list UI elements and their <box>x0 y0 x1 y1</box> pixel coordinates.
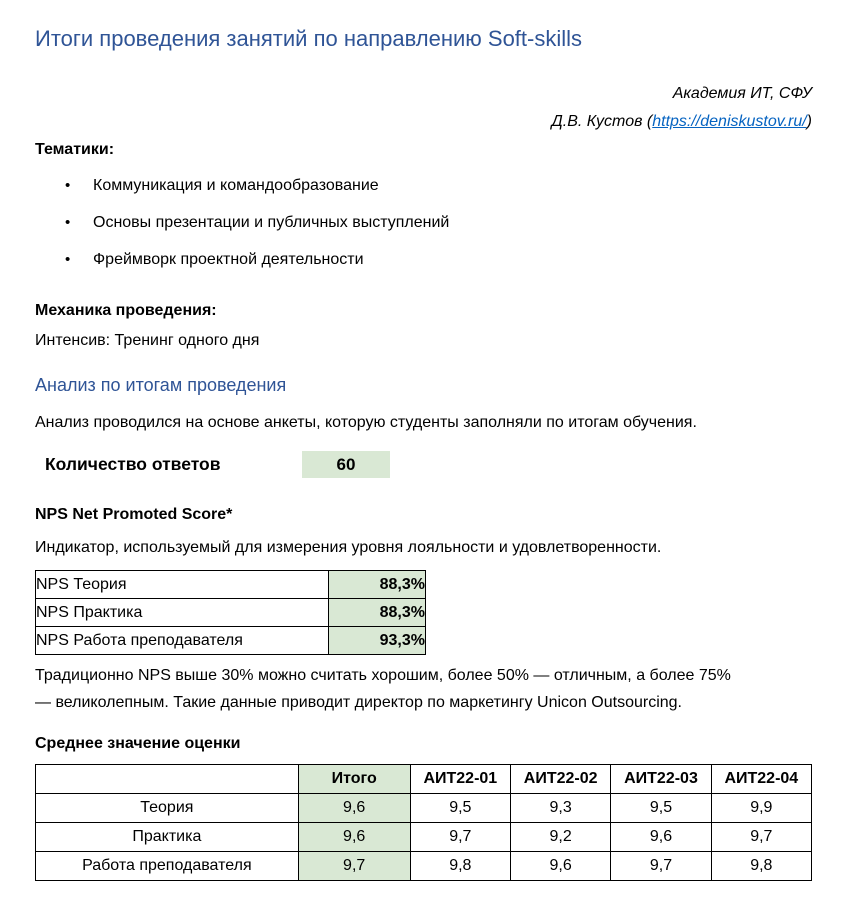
table-row <box>36 599 426 627</box>
scores-cell: 9,2 <box>510 823 610 852</box>
scores-heading: Среднее значение оценки <box>35 735 241 752</box>
bullet-icon: • <box>65 214 71 231</box>
scores-col-header: АИТ22-01 <box>410 765 510 794</box>
nps-heading: NPS Net Promoted Score* <box>35 506 233 523</box>
scores-row-label: Работа преподавателя <box>36 852 299 881</box>
analysis-section-title: Анализ по итогам проведения <box>35 375 287 395</box>
table-row <box>36 627 426 655</box>
responses-count-value: 60 <box>302 451 390 478</box>
scores-cell: 9,7 <box>711 823 811 852</box>
list-item <box>35 211 812 234</box>
scores-cell-total: 9,6 <box>298 794 410 823</box>
table-row <box>36 794 812 823</box>
scores-cell-total: 9,7 <box>298 852 410 881</box>
topics-list <box>35 174 812 271</box>
list-item <box>35 174 812 197</box>
nps-row-label: NPS Практика <box>36 599 329 627</box>
byline-author-suffix: ) <box>806 113 812 130</box>
topic-text: Фреймворк проектной деятельности <box>93 251 364 268</box>
scores-row-label: Практика <box>36 823 299 852</box>
analysis-intro: Анализ проводился на основе анкеты, которую студенты заполняли по итогам обучения. <box>35 414 697 431</box>
list-item <box>35 248 812 271</box>
scores-col-header: АИТ22-02 <box>510 765 610 794</box>
nps-description: Индикатор, используемый для измерения уровня лояльности и удовлетворенности. <box>35 539 662 556</box>
scores-cell-total: 9,6 <box>298 823 410 852</box>
table-row <box>36 571 426 599</box>
scores-cell: 9,7 <box>410 823 510 852</box>
scores-col-header <box>36 765 299 794</box>
topic-text: Основы презентации и публичных выступлений <box>93 214 450 231</box>
scores-cell: 9,6 <box>611 823 711 852</box>
author-website-link[interactable]: https://deniskustov.ru/ <box>652 113 807 130</box>
scores-cell: 9,6 <box>510 852 610 881</box>
scores-col-header: АИТ22-03 <box>611 765 711 794</box>
scores-cell: 9,8 <box>711 852 811 881</box>
scores-cell: 9,5 <box>611 794 711 823</box>
scores-cell: 9,7 <box>611 852 711 881</box>
mechanics-text: Интенсив: Тренинг одного дня <box>35 332 260 349</box>
scores-col-header: АИТ22-04 <box>711 765 811 794</box>
scores-col-header-total: Итого <box>298 765 410 794</box>
scores-row-label: Теория <box>36 794 299 823</box>
scores-cell: 9,5 <box>410 794 510 823</box>
nps-table <box>35 570 426 655</box>
byline-author <box>35 108 812 136</box>
scores-table <box>35 764 812 881</box>
byline-author-prefix: Д.В. Кустов ( <box>551 113 653 130</box>
table-row <box>36 852 812 881</box>
nps-note: Традиционно NPS выше 30% можно считать хорошим, более 50% — отличным, а более 75% — великолепным. Такие данные приводит директор по маркетингу Unicon Outsourcing. <box>35 667 731 711</box>
table-header-row <box>36 765 812 794</box>
scores-cell: 9,8 <box>410 852 510 881</box>
scores-cell: 9,9 <box>711 794 811 823</box>
nps-row-value: 88,3% <box>329 571 426 599</box>
responses-count-row <box>35 451 812 478</box>
topic-text: Коммуникация и командообразование <box>93 177 379 194</box>
topics-heading: Тематики: <box>35 141 115 158</box>
byline <box>35 80 812 136</box>
scores-cell: 9,3 <box>510 794 610 823</box>
byline-org: Академия ИТ, СФУ <box>672 85 812 102</box>
nps-row-label: NPS Работа преподавателя <box>36 627 329 655</box>
bullet-icon: • <box>65 251 71 268</box>
page-title: Итоги проведения занятий по направлению Soft-skills <box>35 26 583 51</box>
nps-row-label: NPS Теория <box>36 571 329 599</box>
mechanics-heading: Механика проведения: <box>35 302 217 319</box>
nps-row-value: 93,3% <box>329 627 426 655</box>
bullet-icon: • <box>65 177 71 194</box>
responses-count-label: Количество ответов <box>45 454 221 474</box>
table-row <box>36 823 812 852</box>
nps-row-value: 88,3% <box>329 599 426 627</box>
